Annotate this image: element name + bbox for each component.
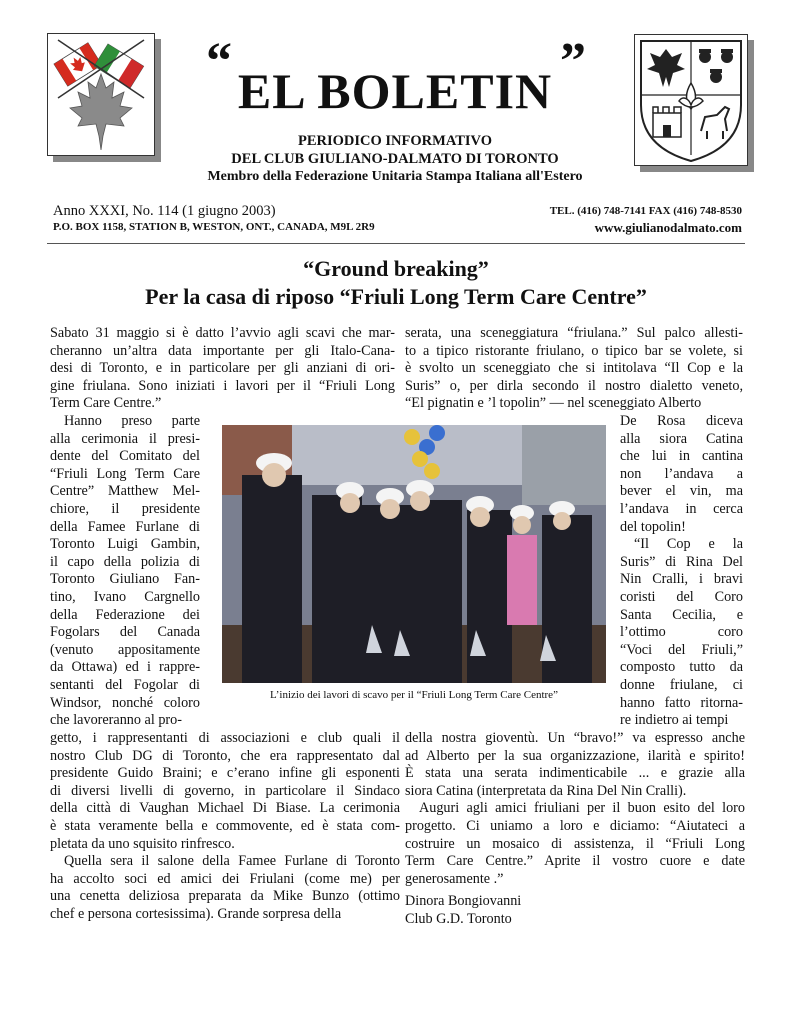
text-line: coristi del Coro [620, 588, 743, 605]
text-line: progetto. Ci uniamo a loro e diciamo: “Aiutateci a [405, 817, 745, 834]
text-line: ha accolto soci ed amici dei Friulani (come me) per [50, 870, 400, 887]
text-line: Toronto Giuliano Fan- [50, 571, 200, 588]
text-line: Term Care Centre.” Aprite il vostro cuore e date [405, 853, 745, 870]
text-line: della città di Vaughan Michael Di Biase. La cerimonia [50, 800, 400, 817]
text-line: re indietro ai tempi [620, 712, 729, 729]
subtitle-federazione: Membro della Federazione Unitaria Stampa Italiana all'Estero [207, 169, 583, 184]
text-line: Quella sera il salone della Famee Furlane di Toronto [64, 853, 400, 870]
text-line: della Famee Furlane di [50, 518, 200, 535]
text-line: Term Care Centre.” [50, 395, 162, 412]
text-line: è stata veramente bella e commovente, ed è stata com- [50, 817, 400, 834]
text-line: Centre” Matthew Mel- [50, 483, 200, 500]
text-line: to a tipico ristorante friulano, o tipico bar se volete, si [405, 342, 743, 359]
headline-ground-breaking: “Ground breaking” [303, 256, 489, 281]
text-line: una cenetta deliziosa preparata da Mike Bunzo (ottimo [50, 888, 400, 905]
text-line: pletata da uno squisito rinfresco. [50, 835, 235, 852]
text-line: da Ottawa) ed i rappre- [50, 659, 200, 676]
text-line: sentanti del Fogolar di [50, 676, 200, 693]
text-line: composto tutto da [620, 659, 743, 676]
text-line: alla siora Catina [620, 430, 743, 447]
text-line: tino, Ivano Cargnello [50, 588, 200, 605]
text-line: cheranno un’altra data importante per gli Italo-Cana- [50, 342, 395, 359]
text-line: che lui in cantina [620, 448, 743, 465]
text-line: non l’andava a [620, 465, 743, 482]
text-line: Santa Cecilia, e [620, 606, 743, 623]
text-line: Hanno preso parte [64, 413, 200, 429]
text-line: è svolto un sceneggiato che si intitolava “Il Cop e la [405, 360, 743, 377]
text-line: “Friuli Long Term Care [50, 465, 200, 482]
ceremony-photo-image [222, 425, 606, 683]
text-line: l’ottimo coro [620, 624, 743, 641]
text-line: ad Alberto per la sua organizzazione, ilarità e spirito! [405, 747, 745, 764]
right-column-narrow [620, 413, 743, 730]
text-line: della nostra gioventù. Un “bravo!” va espresso anche [405, 730, 745, 746]
phone-fax: TEL. (416) 748-7141 FAX (416) 748-8530 [549, 205, 742, 217]
text-line: Nin Cralli, i bravi [620, 571, 743, 588]
headline-casa-di-riposo: Per la casa di riposo “Friuli Long Term Care Centre” [145, 284, 647, 309]
header-divider [47, 243, 745, 244]
text-line: Sabato 31 maggio si è datto l’avvio agli scavi che mar- [50, 325, 395, 341]
text-line: Dinora Bongiovanni [405, 893, 522, 909]
text-line: Fogolars del Canada [50, 624, 200, 641]
text-line: alla cerimonia il presi- [50, 430, 200, 447]
text-line: di diversi livelli di governo, in particolare il Sindaco [50, 782, 400, 799]
text-line: Suris” o, per dirla secondo il nostro dialetto veneto, [405, 377, 743, 394]
text-line: Windsor, nonché coloro [50, 694, 200, 711]
text-line: gine friulana. Sono iniziati i lavori per il “Friuli Long [50, 377, 395, 394]
text-line: il capo della polizia di [50, 553, 200, 570]
issue-info: Anno XXXI, No. 114 (1 giugno 2003) [53, 203, 276, 219]
text-line: nostro Club DG di Toronto, che era rappresentato dal [50, 747, 400, 764]
text-line: “El pignatin e ’l topolin” — nel sceneggiato Alberto [405, 395, 702, 412]
masthead-close-quote: ” [560, 33, 586, 90]
right-column-intro [405, 325, 743, 413]
text-line: (venuto appositamente [50, 641, 200, 658]
crossed-flags-maple-leaf-icon [48, 34, 154, 155]
text-line: chiore, il presidente [50, 500, 200, 517]
text-line: “Voci del Friuli,” [620, 641, 743, 658]
club-flag-logo [47, 33, 155, 156]
left-column-bottom [50, 730, 400, 924]
text-line: chef e persona cortesissima). Grande sorpresa della [50, 905, 342, 922]
text-line: che lavoreranno al pro- [50, 712, 182, 729]
text-line: donne friulane, ci [620, 676, 743, 693]
website-link[interactable]: www.giulianodalmato.com [594, 220, 742, 235]
text-line: È stata una serata indimenticabile ... e grazie alla [405, 765, 745, 782]
text-line: generosamente .” [405, 870, 504, 887]
text-line: hanno fatto ritorna- [620, 694, 743, 711]
photo-caption: L’inizio dei lavori di scavo per il “Friuli Long Term Care Centre” [270, 689, 558, 701]
newsletter-title: EL BOLETIN [237, 63, 553, 119]
text-line: bever el vin, ma [620, 483, 743, 500]
subtitle-periodico: PERIODICO INFORMATIVO [298, 133, 492, 149]
heraldic-shield-icon [635, 35, 747, 165]
text-line: getto, i rappresentanti di associazioni e club quali il [50, 730, 400, 746]
text-line: Suris” di Rina Del [620, 553, 743, 570]
text-line: della Federazione dei [50, 606, 200, 623]
text-line: del topolin! [620, 518, 686, 535]
text-line: De Rosa diceva [620, 413, 743, 429]
text-line: siora Catina (interpretata da Rina Del Nin Cralli). [405, 782, 687, 799]
text-line: Club G.D. Toronto [405, 910, 512, 927]
text-line: dente del Comitato del [50, 448, 200, 465]
text-line: Auguri agli amici friuliani per il buon esito del loro [419, 800, 745, 817]
subtitle-club: DEL CLUB GIULIANO-DALMATO DI TORONTO [231, 151, 559, 167]
text-line: desi di Toronto, e in particolare per gli anziani di ori- [50, 360, 395, 377]
left-column-narrow [50, 413, 200, 730]
coat-of-arms-logo [634, 34, 748, 166]
masthead-open-quote: “ [206, 33, 232, 90]
right-column-bottom [405, 730, 745, 888]
text-line: l’andava in cerca [620, 500, 743, 517]
text-line: serata, una sceneggiatura “friulana.” Sul palco allesti- [405, 325, 743, 341]
postal-address: P.O. BOX 1158, STATION B, WESTON, ONT., CANADA, M9L 2R9 [53, 221, 375, 233]
left-column-intro [50, 325, 395, 413]
groundbreaking-photo [222, 425, 606, 683]
text-line: “Il Cop e la [634, 536, 743, 553]
text-line: presidente Guido Braini; e c’erano infine gli esponenti [50, 765, 400, 782]
article-signature [405, 893, 605, 928]
text-line: costruire un mosaico di assistenza, il “Friuli Long [405, 835, 745, 852]
text-line: Toronto Luigi Gambin, [50, 536, 200, 553]
